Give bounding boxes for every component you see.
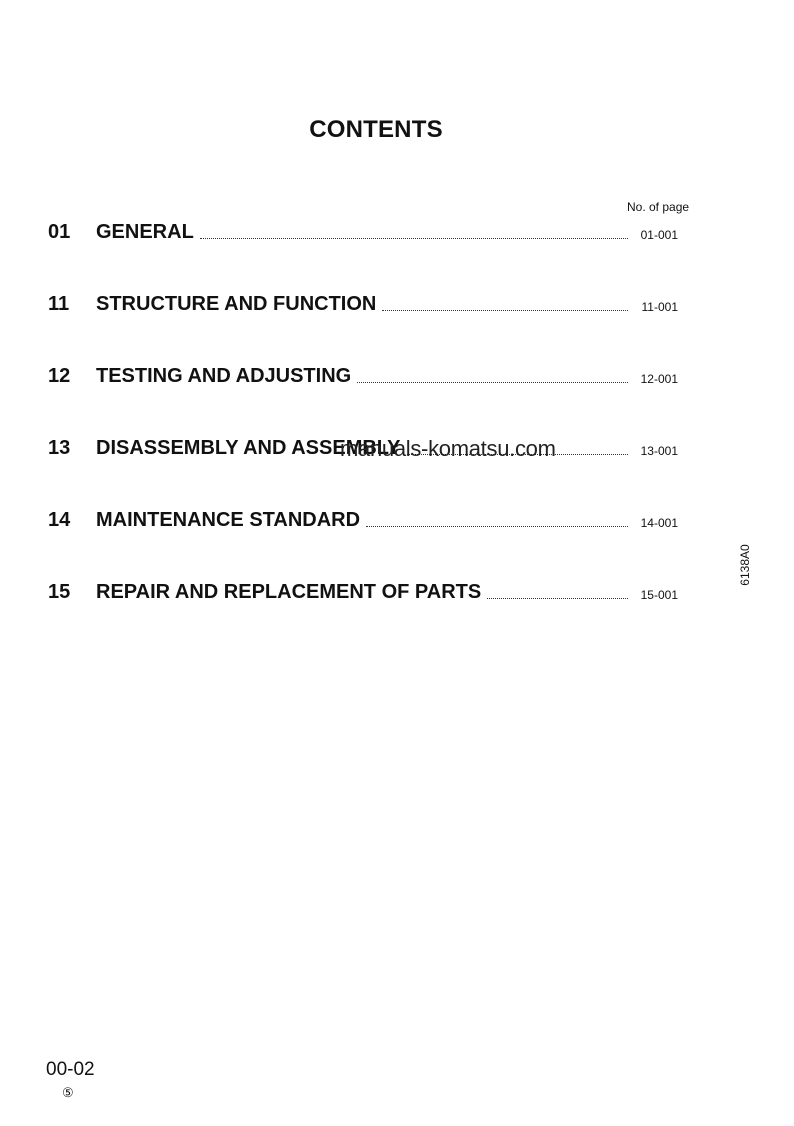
entry-page: 15-001 bbox=[640, 588, 678, 602]
toc-entry[interactable] bbox=[48, 290, 678, 316]
dot-leader bbox=[487, 598, 628, 599]
dot-leader bbox=[200, 238, 628, 239]
entry-label: DISASSEMBLY AND ASSEMBLY bbox=[96, 437, 401, 459]
page-column-header: No. of page bbox=[627, 200, 690, 214]
dot-leader bbox=[382, 310, 628, 311]
page-title: CONTENTS bbox=[309, 116, 443, 143]
toc-entry[interactable] bbox=[48, 218, 678, 244]
dot-leader bbox=[366, 526, 628, 527]
entry-page: 13-001 bbox=[640, 444, 678, 458]
watermark: manuals-komatsu.com bbox=[340, 436, 556, 461]
entry-page: 12-001 bbox=[640, 372, 678, 386]
entry-label: STRUCTURE AND FUNCTION bbox=[96, 293, 377, 315]
entry-number: 12 bbox=[48, 365, 71, 387]
entry-number: 14 bbox=[48, 509, 71, 531]
entry-label: REPAIR AND REPLACEMENT OF PARTS bbox=[96, 581, 482, 603]
entry-label: MAINTENANCE STANDARD bbox=[96, 509, 361, 531]
side-code: 6138A0 bbox=[738, 544, 752, 586]
entry-number: 01 bbox=[48, 221, 71, 243]
entry-number: 11 bbox=[48, 293, 70, 315]
toc-entry[interactable] bbox=[48, 506, 678, 532]
footer-page-number: 00-02 bbox=[46, 1059, 95, 1080]
revision-mark: ⑤ bbox=[62, 1085, 74, 1100]
toc-entry[interactable] bbox=[48, 578, 678, 604]
entry-page: 14-001 bbox=[640, 516, 678, 530]
entry-page: 11-001 bbox=[641, 300, 678, 314]
dot-leader bbox=[357, 382, 628, 383]
entry-label: GENERAL bbox=[96, 221, 194, 243]
toc-entry[interactable] bbox=[48, 362, 678, 388]
entry-label: TESTING AND ADJUSTING bbox=[96, 365, 352, 387]
entry-number: 13 bbox=[48, 437, 71, 459]
entry-page: 01-001 bbox=[640, 228, 678, 242]
entry-number: 15 bbox=[48, 581, 71, 603]
